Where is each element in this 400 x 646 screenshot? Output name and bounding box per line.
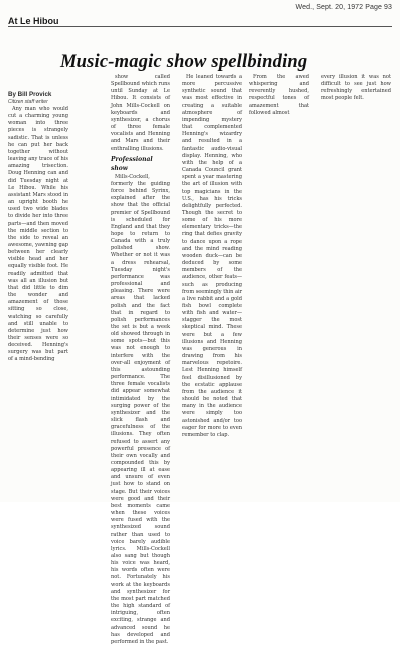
byline-name: By Bill Provick bbox=[8, 91, 52, 98]
column-5-text: every illusion it was not difficult to see just how refreshingly entertained most people felt. bbox=[321, 74, 391, 102]
dateline: Wed., Sept. 20, 1972 Page 93 bbox=[295, 4, 392, 11]
byline-role: Citizen staff writer bbox=[8, 98, 48, 105]
column-3-text: He leaned towards a more percussive synthetic sound that was most effective in creating a suitable atmosphere of impending mystery that complemented Henning's wizardry and resulted in a fantastic audio-visual display. Henning, who with the help of a Canada Council grant spent a year mastering the art of illusion with top magicians in the U.S., has his tricks delightfully perfected. Though the secret to some of his more elementary tricks—the ring that defies gravity to dance upon a rope and the mind reading wooden duck—can be deduced by some members of the audience, other feats—such as producing from seemingly thin air a live rabbit and a gold fish bowl complete with fish and water—stagger the most skeptical mind. These were but a few illusions and Henning was generous in drawing from his marvelous repetoire. Lest Henning himself feel disillusioned by the ecstatic applause from the audience it should be noted that many in the audience were simply too astonished and/or too eager for more to even remember to clap. bbox=[182, 74, 243, 438]
article-column-2 bbox=[111, 74, 170, 645]
subhead: Professional show bbox=[111, 155, 153, 172]
column-4-text: From the awed whispering and reverently hushed, respectful tones of amazement that followed almost bbox=[249, 74, 309, 116]
article-column-4 bbox=[249, 74, 309, 142]
column-2-text-b: Mills-Cockell, formerly the guiding force behind Syrinx, explained after the show that the official premier of Spellbound is scheduled for England and that they hope to return to Canada with a truly polished show. Whether or not it was a dress rehearsal, Tuesday night's performance was professional and pleasing. There were areas that lacked polish and the fact that in regard to polish performances the set is but a week old showed through in some spots—but this was not enough to interfere with the over-all enjoyment of this astounding performance. The three female vocalists did appear somewhat intimidated by the surging power of the synthesizer and the slick flash and gracefulness of the illusions. They often refused to assert any powerful presence of their own vocally and compounded this by appearing ill at ease and unsure of even just how to stand on stage. But their voices were good and their best moments came when these voices were fused with the synthesized sound rather than used to voice barely audible lyrics. Mills-Cockell also sang but though his voice was heard, his words often were not. Fortunately his work at the keyboards and synthesizer for the most part matched the high standard of intriguing, often exciting, strange and advanced sound he has developed and performed in the past. bbox=[111, 173, 170, 645]
section-rule bbox=[8, 26, 392, 27]
byline bbox=[8, 92, 72, 105]
column-2-text-a: show called Spellbound which runs until Sunday at Le Hibou. It consists of John Mills-Cockell on keyboards and synthesizer, a chorus of three female vocalists and Henning and Mars and their enthralling illusions. bbox=[111, 74, 170, 152]
article-column-5 bbox=[321, 74, 391, 119]
article-column-1 bbox=[8, 106, 68, 363]
article-column-3 bbox=[182, 74, 243, 438]
headline: Music-magic show spellbinding bbox=[60, 52, 308, 72]
section-label: At Le Hibou bbox=[8, 16, 59, 26]
column-1-text: Any man who would cut a charming young woman into three pieces is strangely sadistic. That is unless he can put her back together without leaving any trace of his amazing trisection. Doug Henning can and did Tuesday night at Le Hibou. While his assistant Mars stood in an upright booth he used two wide blades to divide her into three parts—and then moved the middle section to the side to reveal an awesome, yawning gap between her clearly visible head and her equally visible foot. He readily admitted that was all an illusion but that did little to dim the wonder and amazement of those sitting so close, watching so carefully and still unable to determine just how their senses were so deceived. Henning's surgery was but part of a mind-bending bbox=[8, 106, 68, 363]
